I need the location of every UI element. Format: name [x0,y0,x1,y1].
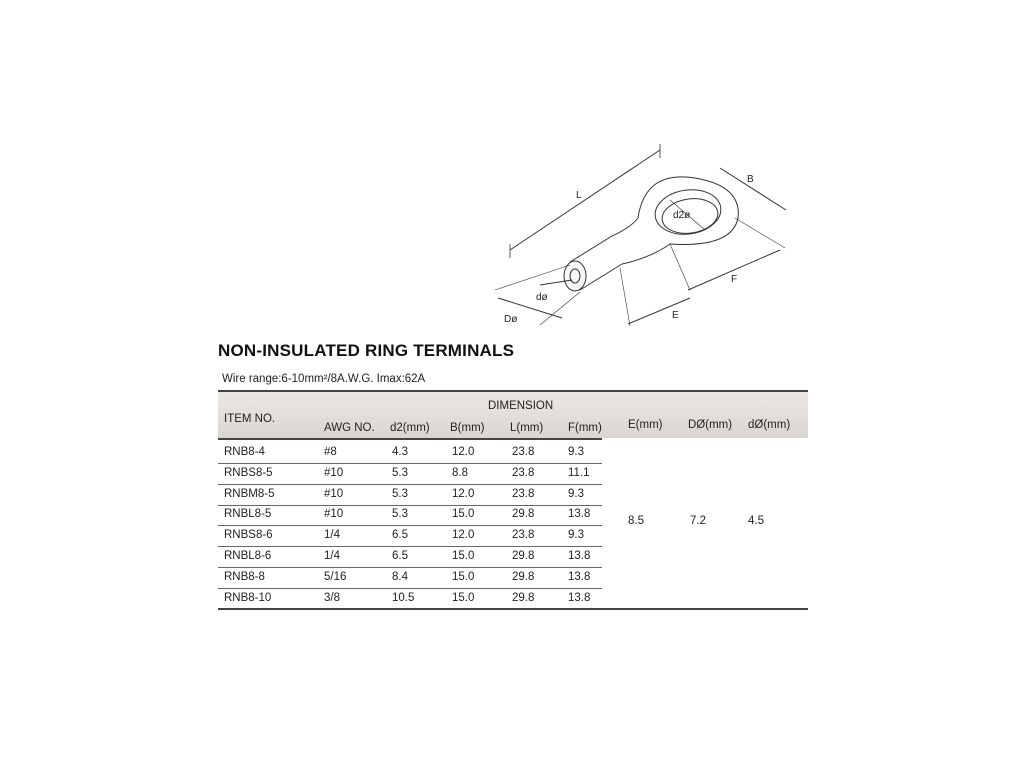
l-cell: 23.8 [512,466,535,479]
shared-value-e: 8.5 [628,515,644,527]
col-header-l: L(mm) [510,422,544,434]
awg-cell: #10 [324,487,344,500]
col-header-D: DØ(mm) [688,419,733,431]
item-no-cell: RNBL8-6 [224,550,272,562]
item-no-cell: RNBL8-5 [224,508,272,521]
col-header-b: B(mm) [450,422,485,434]
dim-L-label: L [576,190,582,201]
dim-d-label: dø [536,292,548,303]
spec-table [218,390,808,610]
dim-d2-label: d2ø [673,210,691,221]
b-cell: 8.8 [452,466,468,479]
row-divider [218,463,602,464]
dim-B-label: B [747,174,754,185]
f-cell: 9.3 [568,529,584,542]
page-title: NON-INSULATED RING TERMINALS [218,341,515,360]
d2-cell: 4.3 [392,446,408,458]
row-divider [218,484,602,485]
d2-cell: 10.5 [392,591,415,604]
shared-value-d: 4.5 [748,515,764,527]
wire-range-text: Wire range:6-10mm²/8A.W.G. Imax:62A [222,373,426,385]
awg-cell: #10 [324,466,344,479]
b-cell: 15.0 [452,550,475,562]
d2-cell: 5.3 [392,508,408,521]
d2-cell: 5.3 [392,487,408,500]
d2-cell: 8.4 [392,570,408,583]
f-cell: 9.3 [568,446,584,458]
d2-cell: 5.3 [392,466,408,479]
b-cell: 15.0 [452,570,475,583]
f-cell: 9.3 [568,487,584,500]
f-cell: 11.1 [568,466,590,479]
l-cell: 29.8 [512,550,535,562]
row-divider [218,567,602,568]
table-top-rule [218,390,808,392]
l-cell: 23.8 [512,446,535,458]
f-cell: 13.8 [568,508,591,521]
table-bottom-rule [218,608,808,610]
table-header-rule [218,438,602,440]
awg-cell: 1/4 [324,529,340,542]
f-cell: 13.8 [568,591,591,604]
row-divider [218,525,602,526]
dim-E-label: E [672,310,679,321]
row-divider [218,546,602,547]
f-cell: 13.8 [568,570,591,583]
item-no-cell: RNB8-8 [224,570,265,583]
awg-cell: 1/4 [324,550,340,562]
row-divider [218,505,602,506]
b-cell: 12.0 [452,487,475,500]
l-cell: 23.8 [512,529,535,542]
b-cell: 15.0 [452,591,475,604]
item-no-cell: RNBS8-6 [224,529,273,542]
l-cell: 29.8 [512,570,535,583]
dim-D-label: Dø [504,314,518,325]
b-cell: 12.0 [452,529,475,542]
row-divider [218,588,602,589]
col-header-d2: d2(mm) [390,422,430,434]
shared-value-D: 7.2 [690,515,706,527]
dimension-header: DIMENSION [488,400,554,412]
d2-cell: 6.5 [392,529,408,542]
awg-cell: #8 [324,446,337,458]
item-no-cell: RNBS8-5 [224,466,273,479]
l-cell: 29.8 [512,591,535,604]
item-no-cell: RNB8-10 [224,591,272,604]
col-header-e: E(mm) [628,419,663,431]
f-cell: 13.8 [568,550,591,562]
ring-terminal-diagram [480,140,810,340]
item-no-cell: RNBM8-5 [224,487,275,500]
d2-cell: 6.5 [392,550,408,562]
l-cell: 23.8 [512,487,535,500]
item-no-header: ITEM NO. [224,413,276,425]
dim-F-label: F [731,274,738,285]
item-no-cell: RNB8-4 [224,446,265,458]
awg-cell: 3/8 [324,591,340,604]
awg-cell: #10 [324,508,344,521]
col-header-d: dØ(mm) [748,419,791,431]
col-header-f: F(mm) [568,422,602,434]
l-cell: 29.8 [512,508,535,521]
awg-cell: 5/16 [324,570,347,583]
col-header-awg: AWG NO. [324,422,375,434]
b-cell: 12.0 [452,446,475,458]
b-cell: 15.0 [452,508,475,521]
